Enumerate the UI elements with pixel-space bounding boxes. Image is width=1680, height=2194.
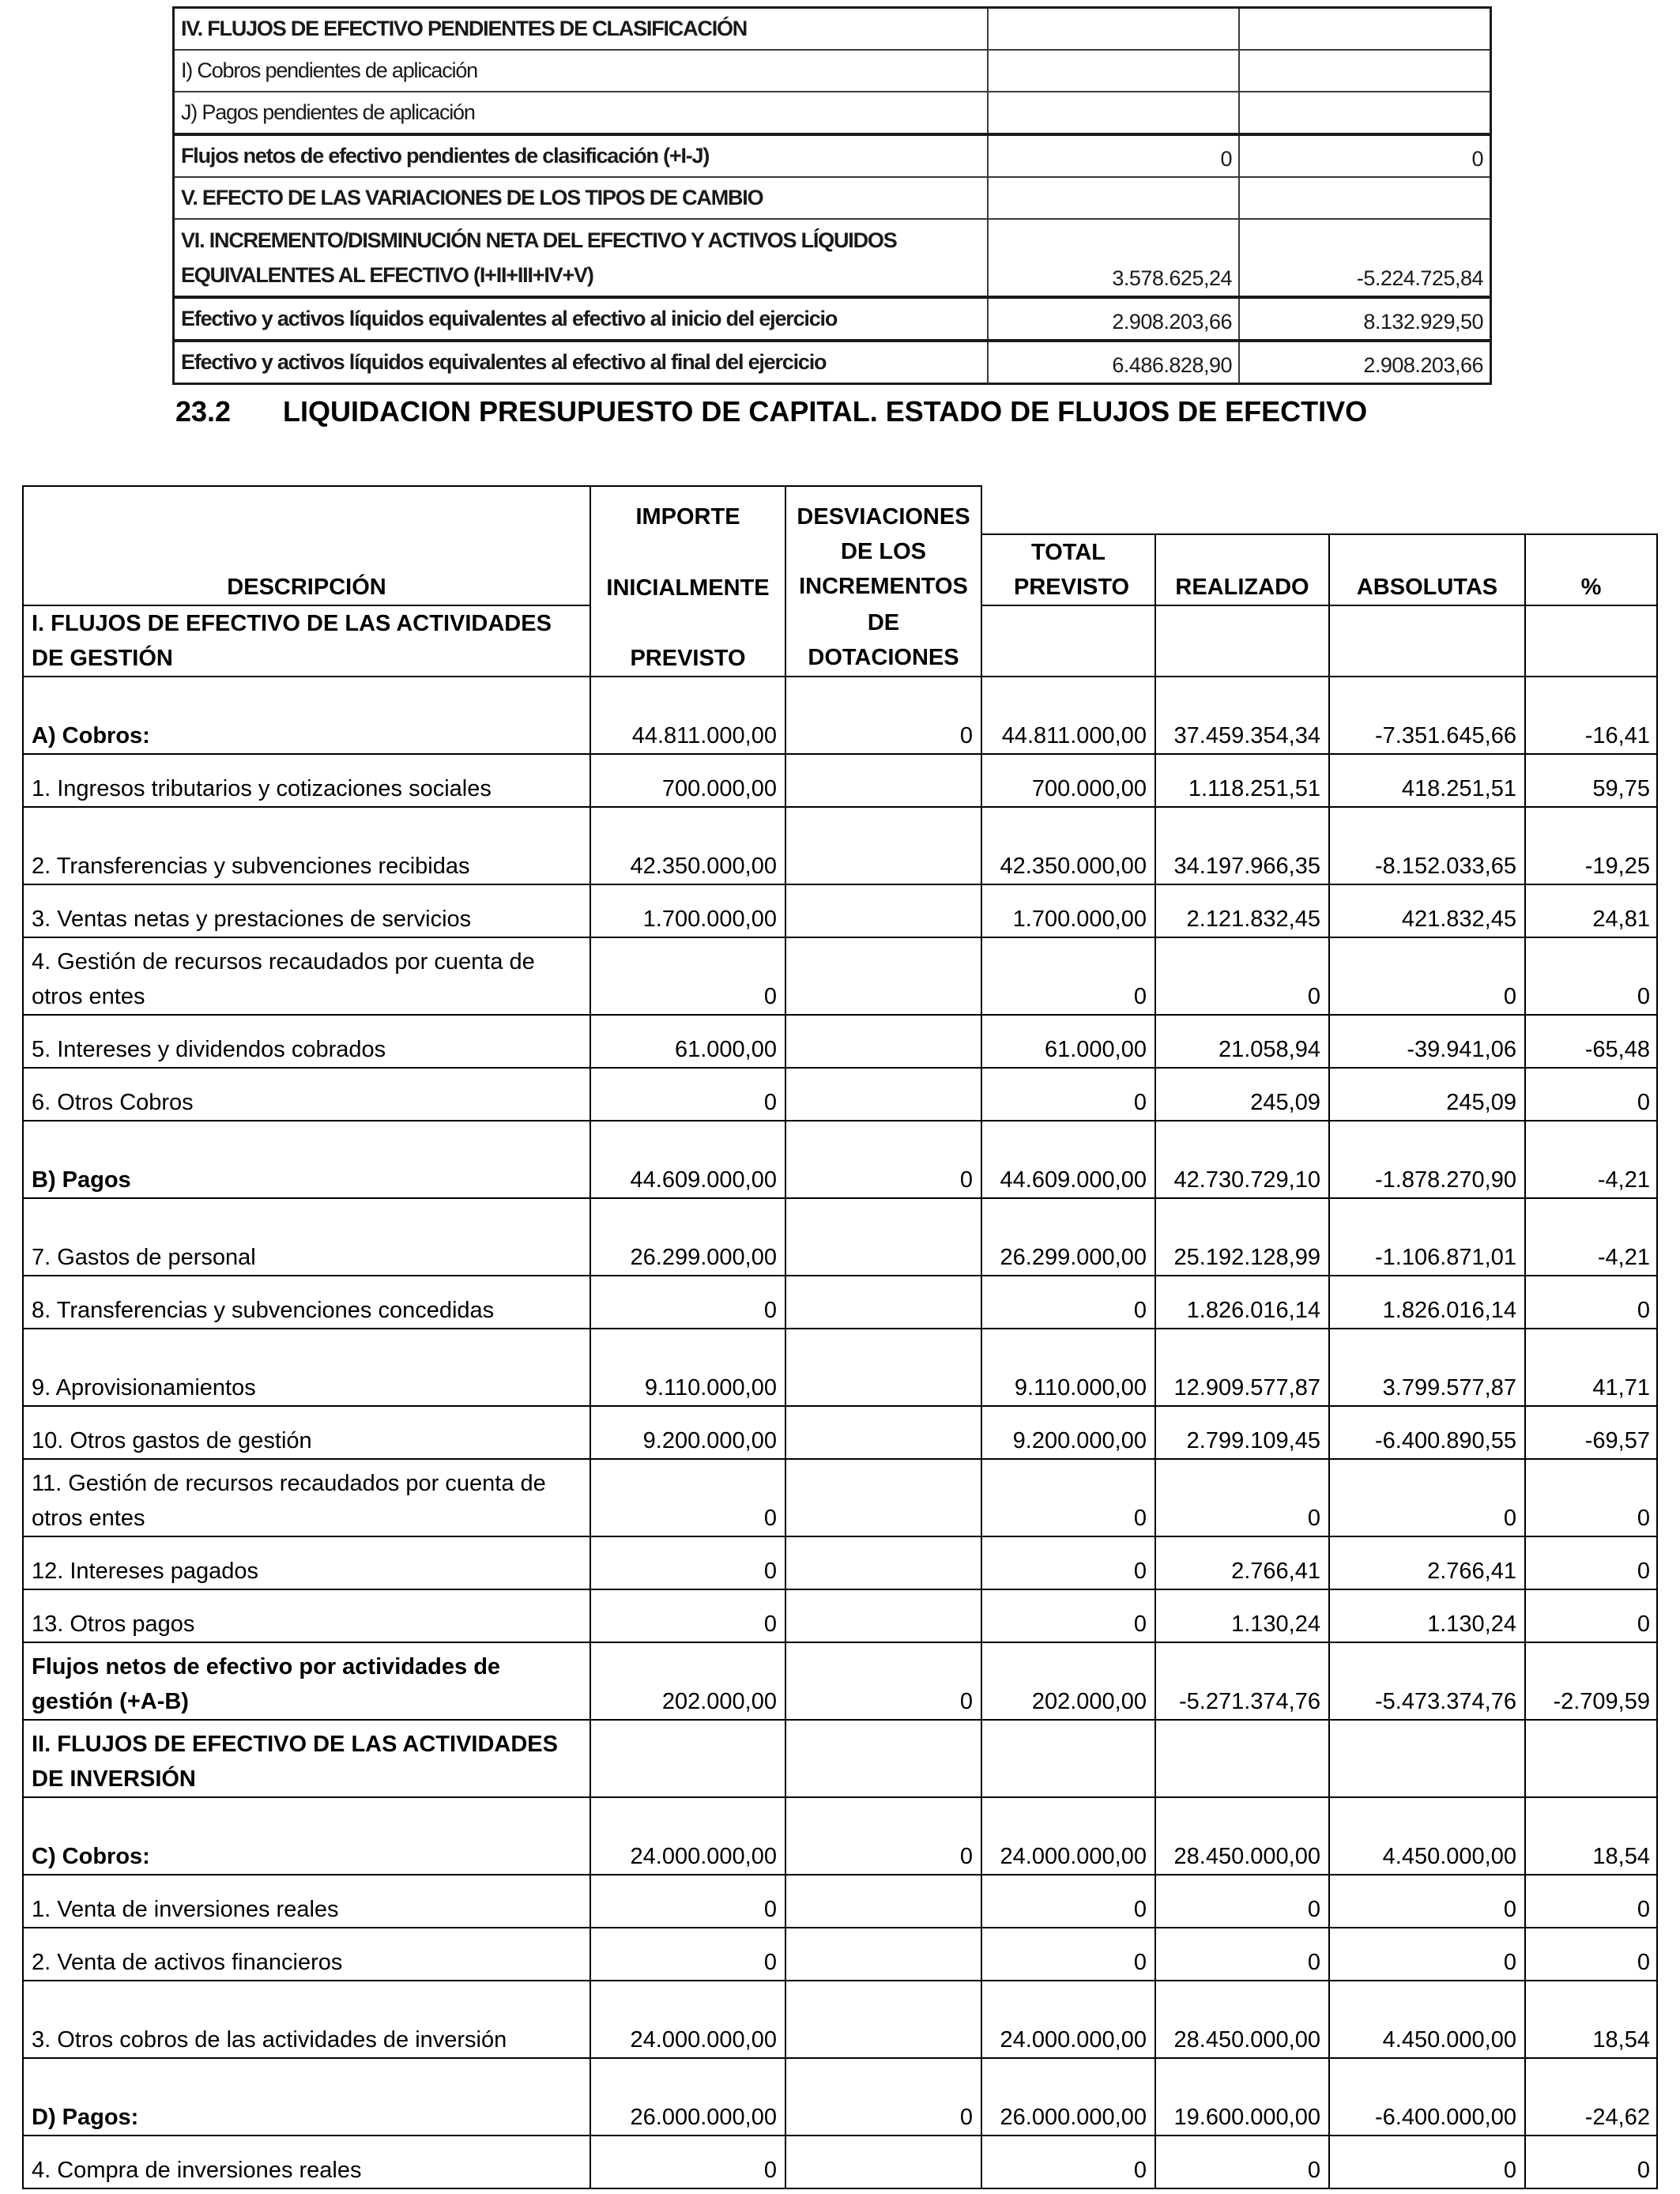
- summary-row-value-current: [988, 177, 1239, 219]
- row-desviaciones: [785, 1720, 981, 1797]
- header-absolutas: ABSOLUTAS: [1329, 534, 1525, 605]
- row-description: D) Pagos:: [23, 2058, 590, 2136]
- summary-row-value-current: [988, 8, 1239, 51]
- row-absolutas: [1329, 1720, 1525, 1797]
- row-total-previsto: [981, 1720, 1155, 1797]
- row-desviaciones: [785, 807, 981, 884]
- row-realizado: 245,09: [1155, 1068, 1329, 1121]
- row-importe-previsto: 0: [590, 1068, 785, 1121]
- row-realizado: 0: [1155, 1459, 1329, 1536]
- row-importe-previsto: 700.000,00: [590, 754, 785, 807]
- row-realizado: 0: [1155, 2136, 1329, 2188]
- row-desviaciones: [785, 1406, 981, 1459]
- row-percent: 0: [1525, 1536, 1657, 1589]
- row-percent: 0: [1525, 2136, 1657, 2188]
- summary-row-label: VI. INCREMENTO/DISMINUCIÓN NETA DEL EFECTIVO Y ACTIVOS LÍQUIDOS EQUIVALENTES AL EFECTIVO (I+II+III+IV+V): [174, 219, 989, 297]
- row-total-previsto: 0: [981, 2136, 1155, 2188]
- row-importe-previsto: 9.200.000,00: [590, 1406, 785, 1459]
- summary-row-label: Flujos netos de efectivo pendientes de clasificación (+I-J): [174, 134, 989, 177]
- row-absolutas: 245,09: [1329, 1068, 1525, 1121]
- summary-row: [174, 50, 1491, 92]
- row-desviaciones: 0: [785, 1121, 981, 1198]
- header-importe-line2: INICIALMENTE: [590, 534, 785, 605]
- row-desviaciones: 0: [785, 2058, 981, 2136]
- row-importe-previsto: 24.000.000,00: [590, 1981, 785, 2058]
- row-desviaciones: [785, 1276, 981, 1329]
- table-row: [23, 1068, 1657, 1121]
- row-realizado: -5.271.374,76: [1155, 1642, 1329, 1720]
- section-heading: [175, 395, 1367, 428]
- row-importe-previsto: 61.000,00: [590, 1015, 785, 1068]
- table-row: [23, 1875, 1657, 1928]
- row-description: A) Cobros:: [23, 677, 590, 754]
- table-row: [23, 937, 1657, 1015]
- empty-cell: [1155, 605, 1329, 677]
- row-realizado: 28.450.000,00: [1155, 1981, 1329, 2058]
- summary-row-value-current: 0: [988, 134, 1239, 177]
- row-percent: 41,71: [1525, 1329, 1657, 1406]
- table-row: [23, 1720, 1657, 1797]
- header-percent: %: [1525, 534, 1657, 605]
- row-total-previsto: 1.700.000,00: [981, 884, 1155, 937]
- row-realizado: 34.197.966,35: [1155, 807, 1329, 884]
- summary-row-value-previous: [1239, 50, 1491, 92]
- summary-row: [174, 341, 1491, 384]
- row-description: 4. Gestión de recursos recaudados por cuenta de otros entes: [23, 937, 590, 1015]
- table-row: [23, 2058, 1657, 2136]
- row-percent: 18,54: [1525, 1797, 1657, 1875]
- row-realizado: 0: [1155, 937, 1329, 1015]
- row-realizado: 12.909.577,87: [1155, 1329, 1329, 1406]
- row-percent: -19,25: [1525, 807, 1657, 884]
- row-desviaciones: [785, 1928, 981, 1981]
- table-row: [23, 1015, 1657, 1068]
- row-realizado: 2.799.109,45: [1155, 1406, 1329, 1459]
- row-absolutas: -8.152.033,65: [1329, 807, 1525, 884]
- row-importe-previsto: 0: [590, 1589, 785, 1642]
- row-absolutas: -6.400.890,55: [1329, 1406, 1525, 1459]
- summary-row: [174, 177, 1491, 219]
- row-total-previsto: 9.110.000,00: [981, 1329, 1155, 1406]
- row-importe-previsto: 202.000,00: [590, 1642, 785, 1720]
- row-importe-previsto: 24.000.000,00: [590, 1797, 785, 1875]
- row-absolutas: -7.351.645,66: [1329, 677, 1525, 754]
- row-total-previsto: 26.000.000,00: [981, 2058, 1155, 2136]
- row-description: 2. Transferencias y subvenciones recibidas: [23, 807, 590, 884]
- summary-row-label: J) Pagos pendientes de aplicación: [174, 92, 989, 134]
- header-blank-cell: [1329, 486, 1525, 534]
- empty-cell: [981, 605, 1155, 677]
- table-row: [23, 1981, 1657, 2058]
- row-percent: 18,54: [1525, 1981, 1657, 2058]
- row-desviaciones: [785, 1981, 981, 2058]
- summary-row-value-previous: [1239, 177, 1491, 219]
- row-desviaciones: [785, 1875, 981, 1928]
- row-description: 3. Ventas netas y prestaciones de servicios: [23, 884, 590, 937]
- section-row-gestion: [23, 605, 1657, 677]
- row-total-previsto: 44.811.000,00: [981, 677, 1155, 754]
- row-desviaciones: [785, 884, 981, 937]
- row-importe-previsto: 0: [590, 1875, 785, 1928]
- row-importe-previsto: [590, 1720, 785, 1797]
- row-desviaciones: 0: [785, 677, 981, 754]
- row-desviaciones: [785, 1589, 981, 1642]
- row-desviaciones: 0: [785, 1642, 981, 1720]
- row-description: 8. Transferencias y subvenciones concedidas: [23, 1276, 590, 1329]
- row-total-previsto: 0: [981, 1276, 1155, 1329]
- row-importe-previsto: 26.000.000,00: [590, 2058, 785, 2136]
- table-row: [23, 1406, 1657, 1459]
- row-absolutas: 0: [1329, 937, 1525, 1015]
- row-description: 11. Gestión de recursos recaudados por cuenta de otros entes: [23, 1459, 590, 1536]
- row-realizado: 1.826.016,14: [1155, 1276, 1329, 1329]
- row-total-previsto: 0: [981, 1928, 1155, 1981]
- row-total-previsto: 0: [981, 1459, 1155, 1536]
- row-importe-previsto: 42.350.000,00: [590, 807, 785, 884]
- row-description: Flujos netos de efectivo por actividades de gestión (+A-B): [23, 1642, 590, 1720]
- header-descripcion: DESCRIPCIÓN: [23, 534, 590, 605]
- row-description: 4. Compra de inversiones reales: [23, 2136, 590, 2188]
- table-row: [23, 1276, 1657, 1329]
- summary-row: [174, 92, 1491, 134]
- row-total-previsto: 700.000,00: [981, 754, 1155, 807]
- section-number: 23.2: [175, 395, 232, 428]
- header-desviaciones-de-los: DE LOS: [841, 539, 926, 564]
- row-realizado: 28.450.000,00: [1155, 1797, 1329, 1875]
- summary-row-value-previous: 0: [1239, 134, 1491, 177]
- row-absolutas: 4.450.000,00: [1329, 1981, 1525, 2058]
- row-importe-previsto: 44.609.000,00: [590, 1121, 785, 1198]
- row-importe-previsto: 0: [590, 2136, 785, 2188]
- row-total-previsto: 0: [981, 1875, 1155, 1928]
- row-total-previsto: 24.000.000,00: [981, 1797, 1155, 1875]
- row-percent: 0: [1525, 1875, 1657, 1928]
- table-row: [23, 1459, 1657, 1536]
- row-percent: 0: [1525, 1589, 1657, 1642]
- summary-row-label: Efectivo y activos líquidos equivalentes al efectivo al final del ejercicio: [174, 341, 989, 384]
- row-total-previsto: 0: [981, 1536, 1155, 1589]
- row-percent: 59,75: [1525, 754, 1657, 807]
- row-desviaciones: [785, 1198, 981, 1276]
- row-absolutas: 0: [1329, 2136, 1525, 2188]
- empty-cell: [1525, 605, 1657, 677]
- row-total-previsto: 0: [981, 1068, 1155, 1121]
- row-absolutas: 0: [1329, 1875, 1525, 1928]
- row-description: 5. Intereses y dividendos cobrados: [23, 1015, 590, 1068]
- row-total-previsto: 0: [981, 937, 1155, 1015]
- row-percent: -4,21: [1525, 1121, 1657, 1198]
- table-row: [23, 1329, 1657, 1406]
- row-desviaciones: [785, 2136, 981, 2188]
- row-realizado: 37.459.354,34: [1155, 677, 1329, 754]
- table-row: [23, 1198, 1657, 1276]
- summary-row-value-current: 3.578.625,24: [988, 219, 1239, 297]
- row-importe-previsto: 0: [590, 937, 785, 1015]
- row-realizado: 21.058,94: [1155, 1015, 1329, 1068]
- summary-row-value-previous: 2.908.203,66: [1239, 341, 1491, 384]
- summary-row-label: IV. FLUJOS DE EFECTIVO PENDIENTES DE CLASIFICACIÓN: [174, 8, 989, 51]
- summary-row-label: Efectivo y activos líquidos equivalentes al efectivo al inicio del ejercicio: [174, 297, 989, 341]
- row-total-previsto: 0: [981, 1589, 1155, 1642]
- section-title: LIQUIDACION PRESUPUESTO DE CAPITAL. ESTADO DE FLUJOS DE EFECTIVO: [283, 395, 1368, 428]
- row-description: C) Cobros:: [23, 1797, 590, 1875]
- row-absolutas: 1.130,24: [1329, 1589, 1525, 1642]
- capital-budget-cash-flow-table: [22, 485, 1658, 2189]
- row-description: 3. Otros cobros de las actividades de inversión: [23, 1981, 590, 2058]
- row-description: 2. Venta de activos financieros: [23, 1928, 590, 1981]
- row-desviaciones: [785, 1015, 981, 1068]
- row-realizado: 19.600.000,00: [1155, 2058, 1329, 2136]
- row-realizado: 1.118.251,51: [1155, 754, 1329, 807]
- row-desviaciones: [785, 754, 981, 807]
- header-row-1: [23, 486, 1657, 534]
- row-realizado: 2.766,41: [1155, 1536, 1329, 1589]
- table-row: [23, 1121, 1657, 1198]
- row-description: 13. Otros pagos: [23, 1589, 590, 1642]
- row-percent: 0: [1525, 1928, 1657, 1981]
- row-realizado: 0: [1155, 1875, 1329, 1928]
- row-importe-previsto: 9.110.000,00: [590, 1329, 785, 1406]
- row-total-previsto: 24.000.000,00: [981, 1981, 1155, 2058]
- capital-budget-table-body: [23, 486, 1657, 2188]
- table-row: [23, 2136, 1657, 2188]
- summary-row-label: V. EFECTO DE LAS VARIACIONES DE LOS TIPOS DE CAMBIO: [174, 177, 989, 219]
- row-description: 1. Venta de inversiones reales: [23, 1875, 590, 1928]
- header-total-previsto: TOTAL PREVISTO: [981, 534, 1155, 605]
- row-percent: 0: [1525, 937, 1657, 1015]
- summary-row: [174, 219, 1491, 297]
- row-absolutas: -1.106.871,01: [1329, 1198, 1525, 1276]
- header-desviaciones-dotaciones: DOTACIONES: [808, 645, 959, 670]
- row-absolutas: 0: [1329, 1459, 1525, 1536]
- header-importe-line1: IMPORTE: [590, 486, 785, 534]
- row-percent: -65,48: [1525, 1015, 1657, 1068]
- summary-row-value-previous: -5.224.725,84: [1239, 219, 1491, 297]
- header-row-2: [23, 534, 1657, 605]
- header-desviaciones-line3: [785, 605, 981, 677]
- row-percent: 0: [1525, 1068, 1657, 1121]
- row-absolutas: 3.799.577,87: [1329, 1329, 1525, 1406]
- row-total-previsto: 26.299.000,00: [981, 1198, 1155, 1276]
- header-desviaciones-incrementos: INCREMENTOS: [799, 574, 968, 599]
- table-row: [23, 1797, 1657, 1875]
- row-percent: 0: [1525, 1276, 1657, 1329]
- row-percent: -69,57: [1525, 1406, 1657, 1459]
- row-description: 6. Otros Cobros: [23, 1068, 590, 1121]
- row-desviaciones: [785, 1459, 981, 1536]
- row-realizado: 25.192.128,99: [1155, 1198, 1329, 1276]
- header-blank-cell: [23, 486, 590, 534]
- row-percent: [1525, 1720, 1657, 1797]
- section-i-label: I. FLUJOS DE EFECTIVO DE LAS ACTIVIDADES DE GESTIÓN: [23, 605, 590, 677]
- row-absolutas: 2.766,41: [1329, 1536, 1525, 1589]
- table-row: [23, 807, 1657, 884]
- empty-cell: [1329, 605, 1525, 677]
- row-importe-previsto: 1.700.000,00: [590, 884, 785, 937]
- header-importe-line3: PREVISTO: [590, 605, 785, 677]
- row-desviaciones: 0: [785, 1797, 981, 1875]
- row-absolutas: -39.941,06: [1329, 1015, 1525, 1068]
- summary-row-value-current: [988, 92, 1239, 134]
- header-blank-cell: [981, 486, 1155, 534]
- row-absolutas: -1.878.270,90: [1329, 1121, 1525, 1198]
- header-desviaciones-line2: [785, 534, 981, 605]
- table-row: [23, 1928, 1657, 1981]
- summary-row-value-previous: 8.132.929,50: [1239, 297, 1491, 341]
- row-absolutas: 1.826.016,14: [1329, 1276, 1525, 1329]
- row-realizado: 0: [1155, 1928, 1329, 1981]
- summary-row-value-previous: [1239, 8, 1491, 51]
- summary-row: [174, 297, 1491, 341]
- table-row: [23, 1536, 1657, 1589]
- row-description: II. FLUJOS DE EFECTIVO DE LAS ACTIVIDADES DE INVERSIÓN: [23, 1720, 590, 1797]
- row-absolutas: -5.473.374,76: [1329, 1642, 1525, 1720]
- table-row: [23, 884, 1657, 937]
- header-blank-cell: [1525, 486, 1657, 534]
- row-importe-previsto: 44.811.000,00: [590, 677, 785, 754]
- row-desviaciones: [785, 937, 981, 1015]
- row-total-previsto: 44.609.000,00: [981, 1121, 1155, 1198]
- row-importe-previsto: 0: [590, 1459, 785, 1536]
- row-absolutas: 421.832,45: [1329, 884, 1525, 937]
- row-realizado: 2.121.832,45: [1155, 884, 1329, 937]
- summary-row-value-current: 6.486.828,90: [988, 341, 1239, 384]
- row-absolutas: 418.251,51: [1329, 754, 1525, 807]
- summary-row-label: I) Cobros pendientes de aplicación: [174, 50, 989, 92]
- row-description: 10. Otros gastos de gestión: [23, 1406, 590, 1459]
- row-realizado: 42.730.729,10: [1155, 1121, 1329, 1198]
- summary-row-value-current: 2.908.203,66: [988, 297, 1239, 341]
- table-row: [23, 1589, 1657, 1642]
- row-importe-previsto: 0: [590, 1276, 785, 1329]
- row-realizado: [1155, 1720, 1329, 1797]
- header-desviaciones-line1: DESVIACIONES: [785, 486, 981, 534]
- header-realizado: REALIZADO: [1155, 534, 1329, 605]
- row-absolutas: 0: [1329, 1928, 1525, 1981]
- cash-flow-summary-body: [174, 8, 1491, 384]
- row-absolutas: -6.400.000,00: [1329, 2058, 1525, 2136]
- row-description: 9. Aprovisionamientos: [23, 1329, 590, 1406]
- summary-row: [174, 134, 1491, 177]
- row-percent: -16,41: [1525, 677, 1657, 754]
- row-desviaciones: [785, 1329, 981, 1406]
- row-total-previsto: 61.000,00: [981, 1015, 1155, 1068]
- row-total-previsto: 9.200.000,00: [981, 1406, 1155, 1459]
- row-description: 1. Ingresos tributarios y cotizaciones sociales: [23, 754, 590, 807]
- row-description: 7. Gastos de personal: [23, 1198, 590, 1276]
- row-description: 12. Intereses pagados: [23, 1536, 590, 1589]
- row-importe-previsto: 26.299.000,00: [590, 1198, 785, 1276]
- row-desviaciones: [785, 1536, 981, 1589]
- row-percent: -2.709,59: [1525, 1642, 1657, 1720]
- row-realizado: 1.130,24: [1155, 1589, 1329, 1642]
- table-row: [23, 677, 1657, 754]
- row-desviaciones: [785, 1068, 981, 1121]
- summary-row-value-previous: [1239, 92, 1491, 134]
- row-importe-previsto: 0: [590, 1536, 785, 1589]
- summary-row: [174, 8, 1491, 51]
- row-description: B) Pagos: [23, 1121, 590, 1198]
- row-percent: 0: [1525, 1459, 1657, 1536]
- summary-row-value-current: [988, 50, 1239, 92]
- row-importe-previsto: 0: [590, 1928, 785, 1981]
- header-blank-cell: [1155, 486, 1329, 534]
- row-total-previsto: 42.350.000,00: [981, 807, 1155, 884]
- row-percent: -4,21: [1525, 1198, 1657, 1276]
- row-total-previsto: 202.000,00: [981, 1642, 1155, 1720]
- table-row: [23, 754, 1657, 807]
- row-absolutas: 4.450.000,00: [1329, 1797, 1525, 1875]
- row-percent: 24,81: [1525, 884, 1657, 937]
- table-row: [23, 1642, 1657, 1720]
- header-desviaciones-de: DE: [867, 610, 900, 635]
- row-percent: -24,62: [1525, 2058, 1657, 2136]
- cash-flow-summary-table: [172, 6, 1492, 385]
